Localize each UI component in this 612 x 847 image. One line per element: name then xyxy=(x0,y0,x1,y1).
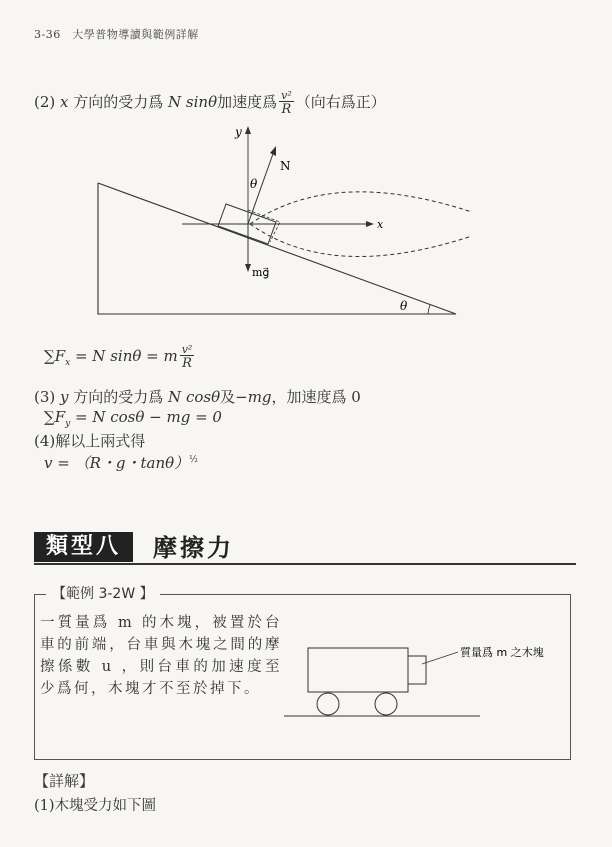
fx-fraction xyxy=(180,344,195,370)
incline-angle-label: θ xyxy=(400,299,408,313)
incline-force-diagram xyxy=(90,118,470,328)
example-tag: 【範例 3-2W 】 xyxy=(46,583,160,603)
theta-top-label: θ xyxy=(250,177,258,191)
step-3-text2: 及 xyxy=(220,388,236,406)
fx-den: R xyxy=(182,356,192,371)
section-heading xyxy=(34,534,234,562)
step-2-note: （向右爲正） xyxy=(295,93,386,111)
fx-sub: x xyxy=(65,358,71,368)
block-label: 質量爲 m 之木塊 xyxy=(460,646,544,659)
equation-v xyxy=(44,452,198,473)
incline-triangle xyxy=(98,183,456,314)
step-2-accel-fraction xyxy=(279,90,294,116)
cart-diagram xyxy=(280,630,570,730)
fx-mid: = N sinθ = m xyxy=(70,347,178,365)
solution-title: 【詳解】 xyxy=(34,772,95,790)
x-axis xyxy=(182,221,374,227)
section-title: 摩擦力 xyxy=(153,534,235,562)
step-3-force2: −mg xyxy=(235,388,272,406)
example-problem-text: 一質量爲 m 的木塊，被置於台車的前端，台車與木塊之間的摩擦係數 u ，則台車的加速度至少爲何，木塊才不至於掉下。 xyxy=(40,615,282,697)
equation-fx xyxy=(44,344,196,370)
fx-num: v² xyxy=(181,343,193,356)
v-lhs: v = （R・g・tanθ） xyxy=(44,454,190,472)
step-3-line xyxy=(34,386,361,407)
step-2-prefix: (2) xyxy=(34,93,61,111)
x-axis-label: x xyxy=(377,218,384,231)
step-2-accel-num: v² xyxy=(281,89,292,102)
fy-rhs: = N cosθ − mg = 0 xyxy=(70,408,222,426)
step-2-text1: 方向的受力爲 xyxy=(68,93,169,111)
fy-lhs: ∑F xyxy=(44,408,66,426)
section-rule xyxy=(34,563,576,565)
fx-lhs: ∑F xyxy=(44,347,66,365)
step-2-text2: 加速度爲 xyxy=(217,93,278,111)
y-axis xyxy=(245,126,251,224)
block xyxy=(408,656,426,684)
page-header: 3-36 大學普物導讀與範例詳解 xyxy=(34,28,199,41)
step-3-force: N cosθ xyxy=(168,388,221,406)
weight-label: mg⃗ xyxy=(252,266,270,279)
solution-step-1: (1)木塊受力如下圖 xyxy=(34,798,157,814)
wheel-right xyxy=(375,693,397,715)
fy-sub: y xyxy=(65,419,71,429)
y-axis-label: y xyxy=(235,125,242,139)
step-2-x-var: x xyxy=(60,93,69,111)
step-2-force: N sinθ xyxy=(168,93,218,111)
step-2-line xyxy=(34,90,386,116)
equation-fy xyxy=(44,408,222,429)
step-3-text3: ，加速度爲 0 xyxy=(271,388,361,406)
step-4-line: (4)解以上兩式得 xyxy=(34,432,146,450)
section-label: 類型八 xyxy=(34,532,133,562)
step-3-y-var: y xyxy=(60,388,69,406)
block-label-leader xyxy=(422,652,458,664)
cart-body xyxy=(308,648,408,692)
step-3-text1: 方向的受力爲 xyxy=(68,388,169,406)
v-exponent: ½ xyxy=(189,455,198,465)
step-3-prefix: (3) xyxy=(34,388,61,406)
wheel-left xyxy=(317,693,339,715)
step-2-accel-den: R xyxy=(281,102,292,117)
normal-force-label: N xyxy=(280,159,291,173)
angle-arc xyxy=(428,305,430,314)
